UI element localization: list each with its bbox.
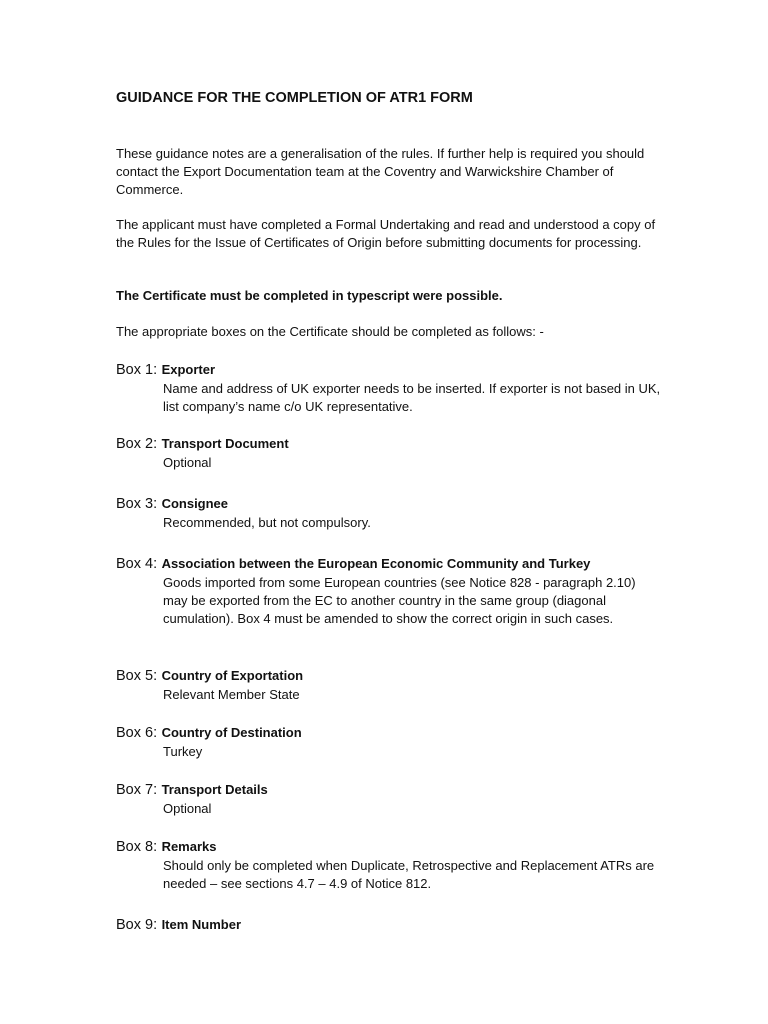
intro-paragraph-undertaking: The applicant must have completed a Formal Undertaking and read and understood a copy of the Rules for the Issue of Certificates of Origin before submitting documents for processing. — [116, 217, 656, 250]
box-title: Country of Destination — [161, 725, 302, 740]
box-2-section — [116, 434, 656, 472]
box-title: Transport Details — [161, 782, 268, 797]
box-description: Should only be completed when Duplicate, Retrospective and Replacement ATRs are needed – see sections 4.7 – 4.9 of Notice 812. — [163, 858, 655, 891]
box-label: Box 2: — [116, 436, 158, 452]
box-description: Goods imported from some European countries (see Notice 828 - paragraph 2.10) may be exported from the EC to another country in the same group (diagonal cumulation). Box 4 must be amended to show the correct origin in such cases. — [163, 575, 636, 626]
box-description: Turkey — [163, 744, 203, 759]
box-3-section — [116, 494, 656, 532]
box-label: Box 5: — [116, 668, 158, 684]
box-label: Box 8: — [116, 839, 158, 855]
intro-paragraph-contact: These guidance notes are a generalisation of the rules. If further help is required you should contact the Export Documentation team at the Coventry and Warwickshire Chamber of Commerce. — [116, 146, 645, 197]
box-label: Box 4: — [116, 556, 158, 572]
box-label: Box 3: — [116, 496, 158, 512]
intro-paragraph-boxes: The appropriate boxes on the Certificate should be completed as follows: - — [116, 324, 544, 339]
box-title: Remarks — [161, 839, 217, 854]
box-description: Name and address of UK exporter needs to be inserted. If exporter is not based in UK, list company’s name c/o UK representative. — [163, 381, 661, 414]
document-title: GUIDANCE FOR THE COMPLETION OF ATR1 FORM — [116, 90, 473, 106]
box-8-section — [116, 837, 656, 893]
box-4-section — [116, 554, 656, 628]
box-title: Exporter — [161, 362, 216, 377]
box-description: Optional — [163, 801, 212, 816]
box-6-section — [116, 723, 656, 761]
box-title: Item Number — [161, 917, 242, 932]
box-title: Transport Document — [161, 436, 289, 451]
box-description: Recommended, but not compulsory. — [163, 515, 371, 530]
box-label: Box 6: — [116, 725, 158, 741]
box-label: Box 9: — [116, 917, 158, 933]
box-label: Box 1: — [116, 362, 158, 378]
box-description: Optional — [163, 455, 212, 470]
box-label: Box 7: — [116, 782, 158, 798]
box-title: Country of Exportation — [161, 668, 304, 683]
intro-paragraph-typescript: The Certificate must be completed in typescript were possible. — [116, 288, 503, 303]
box-1-section — [116, 360, 661, 416]
box-title: Consignee — [161, 496, 229, 511]
box-description: Relevant Member State — [163, 687, 300, 702]
box-7-section — [116, 780, 656, 818]
box-5-section — [116, 666, 656, 704]
box-9-section — [116, 915, 656, 935]
box-title: Association between the European Economic Community and Turkey — [161, 556, 591, 571]
